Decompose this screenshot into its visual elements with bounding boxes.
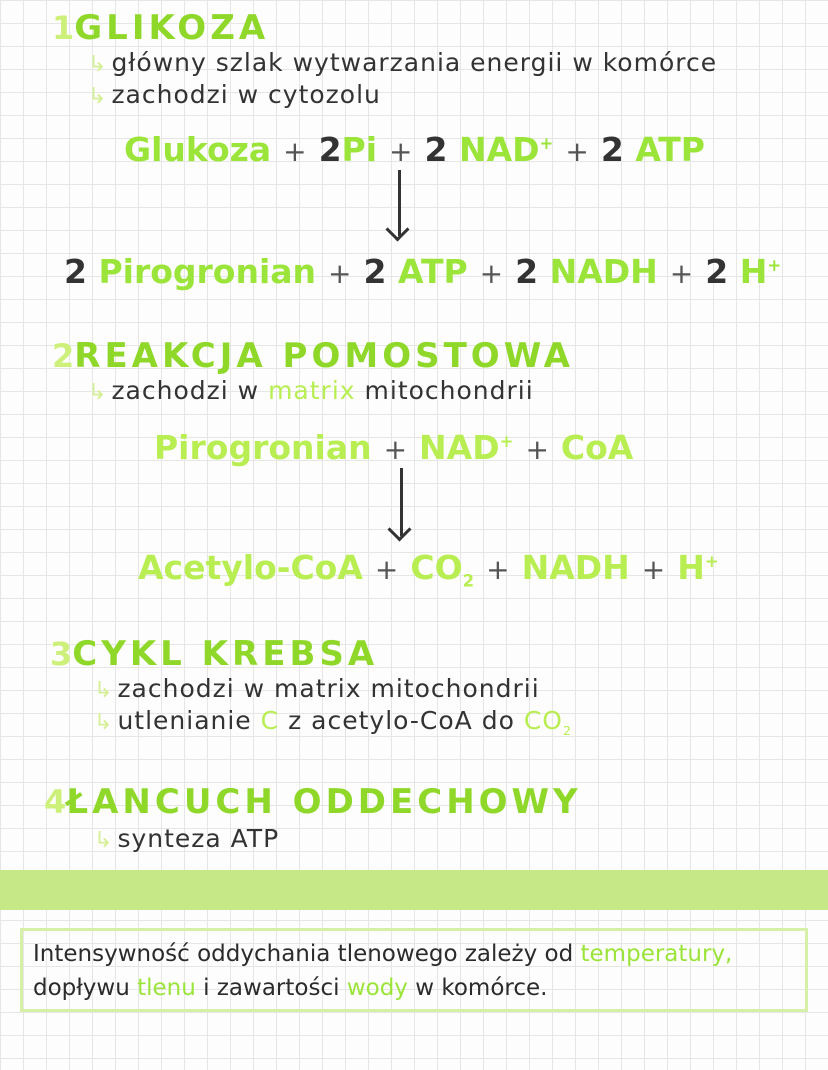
section-2-note: ↳ zachodzi w matrix mitochondrii xyxy=(88,376,534,405)
section-1-note-2: ↳ zachodzi w cytozolu xyxy=(88,80,381,109)
section-3-heading xyxy=(50,634,378,674)
arrow-hook-icon: ↳ xyxy=(88,84,108,109)
section-title: CYKL KREBSA xyxy=(72,634,379,674)
arrow-hook-icon: ↳ xyxy=(88,380,108,405)
reaction-arrow-icon xyxy=(398,170,401,236)
arrow-hook-icon: ↳ xyxy=(94,678,114,703)
section-3-note-2: ↳ utlenianie C z acetylo-CoA do $CO_2$ xyxy=(94,706,572,738)
section-4-heading xyxy=(44,782,582,822)
bridge-substrates: Pirogronian + NAD+ + CoA xyxy=(154,428,634,467)
section-4-note: ↳ synteza ATP xyxy=(94,824,280,853)
divider-band xyxy=(0,870,828,910)
section-title: ŁANCUCH ODDECHOWY xyxy=(66,782,582,822)
section-2-heading xyxy=(52,336,574,376)
arrow-hook-icon: ↳ xyxy=(94,710,114,735)
section-1-heading xyxy=(52,8,269,48)
section-3-note-1: ↳ zachodzi w matrix mitochondrii xyxy=(94,674,540,703)
reaction-arrow-icon xyxy=(400,468,403,536)
section-number: 3 xyxy=(50,635,73,673)
section-number: 1 xyxy=(52,9,75,47)
section-number: 4 xyxy=(44,783,67,821)
glycolysis-substrates: Glukoza + 2Pi + 2 NAD+ + 2 ATP xyxy=(124,130,705,169)
bridge-products: Acetylo-CoA + $CO_2$ + NADH + H+ xyxy=(138,548,719,591)
summary-box: Intensywność oddychania tlenowego zależy od temperatury, dopływu tlenu i zawartości wody w komórce. xyxy=(20,928,808,1012)
section-title: GLIKOZA xyxy=(74,8,270,48)
glycolysis-products: 2 Pirogronian + 2 ATP + 2 NADH + 2 H+ xyxy=(64,252,782,291)
arrow-hook-icon: ↳ xyxy=(94,828,114,853)
section-title: REAKCJA POMOSTOWA xyxy=(74,336,574,376)
arrow-hook-icon: ↳ xyxy=(88,52,108,77)
section-1-note-1: ↳ główny szlak wytwarzania energii w komórce xyxy=(88,48,718,77)
section-number: 2 xyxy=(52,337,75,375)
